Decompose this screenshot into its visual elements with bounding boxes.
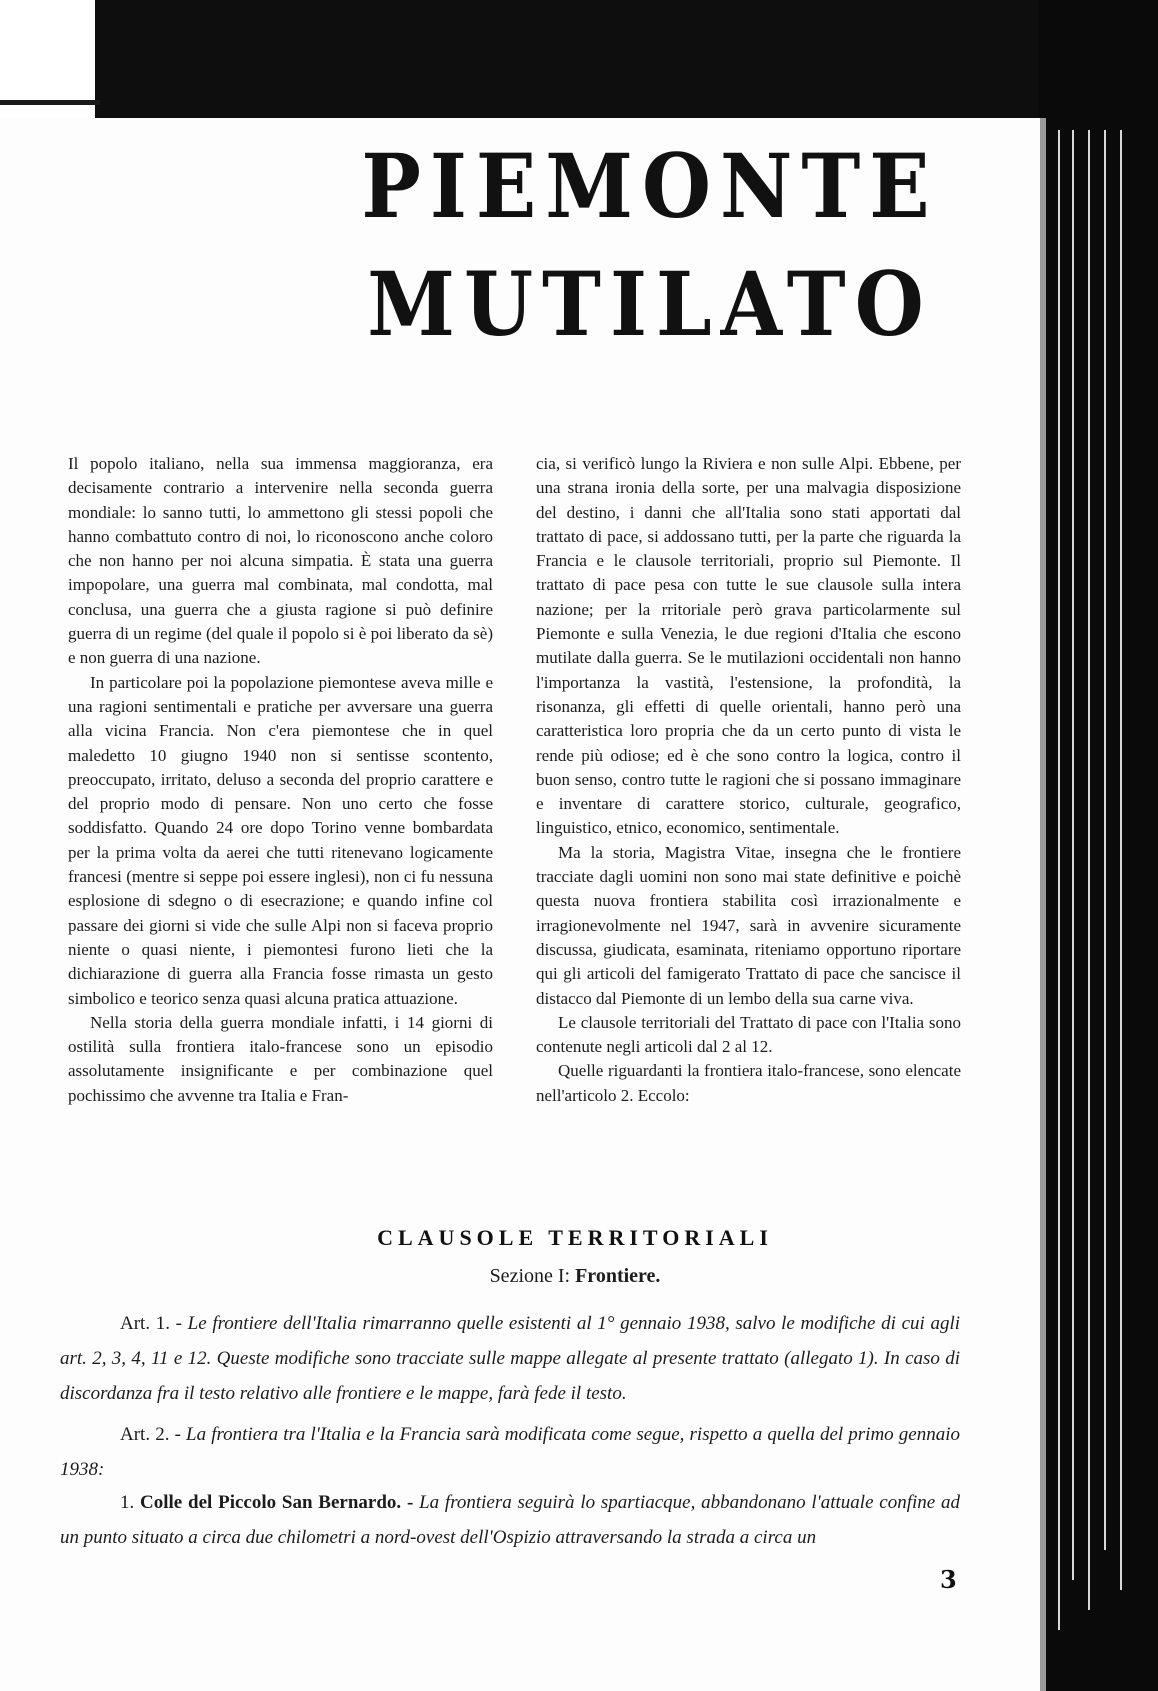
- item-1-label: 1.: [120, 1492, 135, 1513]
- paragraph: cia, si verificò lungo la Riviera e non sulle Alpi. Ebbene, per una strana ironia della sorte, per una malvagia disposizione del destino, i danni che all'Italia sono stati apportati dal trattato di pace, si addossano tutti, per la parte che riguarda la Francia e le clausole territoriali, proprio sul Piemonte. Il trattato di pace pesa con tutte le sue clausole sulla intera nazione; per la rritoriale però grava particolarmente sul Piemonte e sulla Venezia, le due regioni d'Italia che escono mutilate dalla guerra. Se le mutilazioni occidentali non hanno l'importanza la vastità, l'estensione, la profondità, la risonanza, gli effetti di quelle orientali, hanno però una caratteristica loro propria che da un certo punto di vista le rende più odiose; ed è che sono contro la logica, contro il buon senso, contro tutte le ragioni che si possano immaginare e inventare di carattere storico, culturale, geografico, linguistico, etnico, economico, sentimentale.: [536, 454, 961, 838]
- item-1-title: Colle del Piccolo San Bernardo.: [140, 1492, 402, 1513]
- page-stack-edge: [1072, 130, 1074, 1580]
- article-column-right: [536, 452, 961, 1108]
- sezione-name: Frontiere.: [575, 1265, 661, 1287]
- paragraph: Le clausole territoriali del Trattato di pace con l'Italia sono contenute negli articoli dal 2 al 12.: [536, 1012, 961, 1057]
- page-stack-edge: [1088, 130, 1090, 1610]
- article-1-text: Le frontiere dell'Italia rimarranno quelle esistenti al 1° gennaio 1938, salvo le modifiche di cui agli art. 2, 3, 4, 11 e 12. Queste modifiche sono tracciate sulle mappe allegate al presente trattato (allegato 1). In caso di discordanza fra il testo relativo alle frontiere e le mappe, farà fede il testo.: [60, 1313, 961, 1404]
- paragraph: Il popolo italiano, nella sua immensa maggioranza, era decisamente contrario a intervenire nella seconda guerra mondiale: lo sanno tutti, lo ammettono gli stessi popoli che hanno combattuto contro di noi, lo riconoscono anche coloro che non hanno per noi alcuna simpatia. È stata una guerra impopolare, una guerra mal combinata, mal condotta, mal conclusa, una guerra che a giusta ragione si può definire guerra di un regime (del quale il popolo si è poi liberato da sè) e non guerra di una nazione.: [68, 454, 493, 668]
- article-2-text: La frontiera tra l'Italia e la Francia sarà modificata come segue, rispetto a quella del primo gennaio 1938:: [60, 1424, 961, 1480]
- article-column-left: [68, 452, 493, 1108]
- scan-dark-border-top: [95, 0, 1158, 118]
- scan-dark-border-right: [1038, 0, 1158, 1691]
- article-1: [60, 1306, 960, 1411]
- page-stack-edge: [1058, 130, 1060, 1630]
- paragraph: Ma la storia, Magistra Vitae, insegna che le frontiere tracciate dagli uomini non sono mai state definitive e poichè questa nuova frontiera stabilita così irrazionalmente e irragionevolmente nel 1947, sarà in avvenire sicuramente discussa, giudicata, esaminata, riteniamo opportuno riportare qui gli articoli del famigerato Trattato di pace che sancisce il distacco dal Piemonte di un lembo della sua carne viva.: [536, 842, 961, 1008]
- page-stack-edge: [1120, 130, 1122, 1590]
- sezione-prefix: Sezione I:: [489, 1265, 571, 1287]
- page-stack-edge: [1104, 130, 1106, 1550]
- section-subheading: [250, 1265, 900, 1288]
- page-title-line-1: PIEMONTE: [361, 134, 939, 238]
- article-2: [60, 1417, 960, 1487]
- item-1-text: La frontiera seguirà lo spartiacque, abbandonano l'attuale confine ad un punto situato a circa due chilometri a nord-ovest dell'Ospizio attraversando la strada a circa un: [60, 1492, 961, 1548]
- page-title-line-2: MUTILATO: [367, 252, 933, 356]
- scan-border-rule: [0, 100, 100, 105]
- article-2-label: Art. 2. -: [120, 1424, 181, 1445]
- paragraph: In particolare poi la popolazione piemontese aveva mille e una ragioni sentimentali e pratiche per avversare una guerra alla vicina Francia. Non c'era piemontese che in quel maledetto 10 giugno 1940 non si sentisse scontento, preoccupato, irritato, deluso a seconda del proprio carattere e del proprio modo di pensare. Non uno certo che fosse soddisfatto. Quando 24 ore dopo Torino venne bombardata per la prima volta da aerei che tutti ritenevano logicamente francesi (mentre si seppe poi essere inglesi), non ci fu nessuna esplosione di sdegno o di esecrazione; e quando infine col passare dei giorni si vide che sulle Alpi non si faceva proprio niente o quasi niente, i piemontesi furono lieti che la dichiarazione di guerra alla Francia fosse rimasta un gesto simbolico e teorico senza quasi alcuna pratica attuazione.: [68, 672, 493, 1008]
- paragraph: Nella storia della guerra mondiale infatti, i 14 giorni di ostilità sulla frontiera italo-francese sono un episodio assolutamente insignificante e per combinazione quel pochissimo che avvenne tra Italia e Fran-: [68, 1012, 493, 1105]
- item-1-dash: -: [406, 1492, 414, 1513]
- page-fold-shadow: [1040, 118, 1046, 1691]
- paragraph: Quelle riguardanti la frontiera italo-francese, sono elencate nell'articolo 2. Eccolo:: [536, 1061, 961, 1105]
- article-1-label: Art. 1. -: [120, 1313, 182, 1334]
- section-heading: CLAUSOLE TERRITORIALI: [377, 1225, 773, 1250]
- page-number: 3: [940, 1565, 957, 1594]
- article-2-item-1: [60, 1485, 960, 1555]
